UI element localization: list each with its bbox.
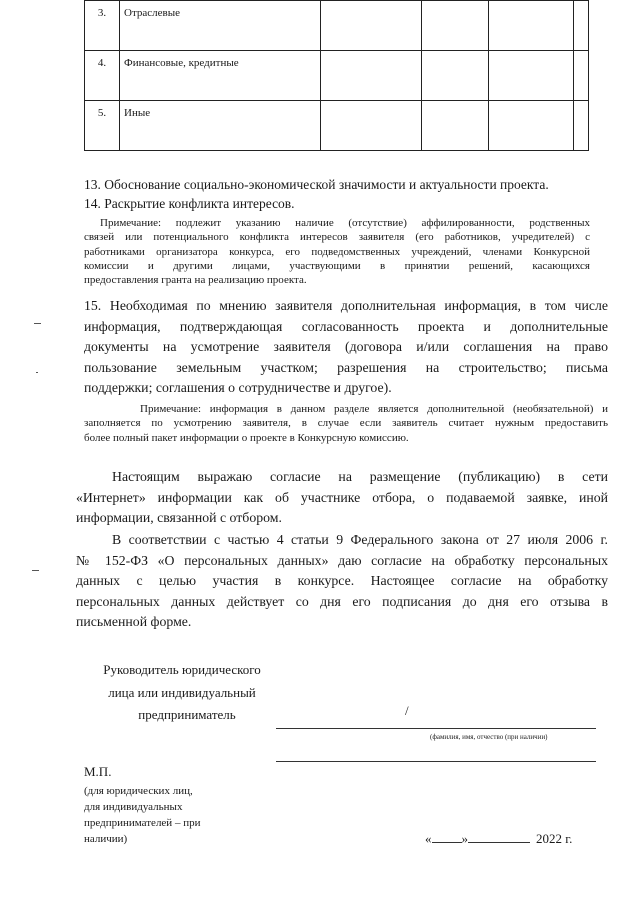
stamp-note-line: предпринимателей – при [84, 817, 201, 829]
table-cell [489, 1, 574, 51]
stamp-note-line: наличии) [84, 833, 128, 845]
table-cell [574, 1, 589, 51]
section-15-line: пользование земельным участком; разрешения на строительство; письма [84, 359, 608, 375]
table-cell [321, 1, 422, 51]
section-15 [84, 296, 608, 399]
scan-artifact [32, 570, 39, 571]
table-row [85, 101, 589, 151]
consent-line: персональных данных действует со дня его подписания до дня его отзыва в [76, 593, 608, 609]
section-15-line: 15. Необходимая по мнению заявителя дополнительная информация, в том числе [84, 298, 608, 313]
month-blank [468, 842, 530, 843]
consent-line: «Интернет» информации как об участнике отбора, о подаваемой заявке, иной [76, 489, 608, 505]
row-number: 5. [85, 101, 120, 151]
signature-slash: / [405, 703, 409, 718]
note-line: связей или потенциального конфликта интересов заявителя (его работников, учредителей) с [84, 231, 590, 244]
table-cell [422, 101, 489, 151]
fio-caption: (фамилия, имя, отчество (при наличии) [430, 733, 548, 741]
role-line: Руководитель юридического [103, 662, 261, 677]
row-number: 3. [85, 1, 120, 51]
date-field [425, 831, 572, 847]
section-15-note [84, 402, 608, 445]
scan-artifact [36, 372, 38, 373]
date-year: 2022 г. [536, 831, 573, 846]
row-name: Иные [120, 101, 321, 151]
table-cell [422, 1, 489, 51]
row-name: Отраслевые [120, 1, 321, 51]
note-line: Примечание: информация в данном разделе является дополнительной (необязательной) и [140, 403, 608, 415]
scan-artifact [34, 323, 41, 324]
table-row [85, 51, 589, 101]
signature-line [276, 728, 596, 729]
table-cell [489, 51, 574, 101]
section-14-heading: 14. Раскрытие конфликта интересов. [84, 196, 295, 211]
signature-line-2 [276, 761, 596, 762]
note-line: комиссии и другими лицами, участвующими в принятии решений, касающихся [84, 259, 590, 272]
table-cell [574, 51, 589, 101]
row-number: 4. [85, 51, 120, 101]
table-cell [321, 101, 422, 151]
consent-line: информации, связанной с отбором. [76, 510, 282, 525]
consent-publication [76, 467, 608, 529]
stamp-note-line: (для юридических лиц, [84, 785, 193, 797]
consent-line: Настоящим выражаю согласие на размещение (публикацию) в сети [112, 469, 608, 484]
date-close-quote: » [461, 831, 468, 846]
note-line: работниками организатора конкурса, его подведомственных учреждений, членами Конкурсной [84, 245, 590, 258]
consent-line: данных с целью участия в конкурсе. Настоящее согласие на обработку [76, 573, 608, 588]
info-table [84, 0, 589, 151]
note-line: предоставления гранта на реализацию проекта. [84, 274, 307, 287]
table-row [85, 1, 589, 51]
stamp-note-line: для индивидуальных [84, 801, 183, 813]
role-line: лица или индивидуальный [108, 684, 256, 700]
consent-line: В соответствии с частью 4 статьи 9 Федерального закона от 27 июля 2006 г. [112, 532, 608, 547]
table-cell [422, 51, 489, 101]
section-15-line: информация, подтверждающая согласованность проекта и дополнительные [84, 318, 608, 334]
signatory-role [84, 659, 280, 727]
section-14-note [84, 216, 590, 287]
day-blank [432, 842, 462, 843]
row-name: Финансовые, кредитные [120, 51, 321, 101]
stamp-label: М.П. [84, 764, 112, 779]
stamp-note [84, 783, 200, 847]
role-line: предприниматель [138, 707, 236, 722]
table-cell [321, 51, 422, 101]
date-open-quote: « [425, 831, 432, 846]
table-cell [574, 101, 589, 151]
note-line: заполняется по усмотрению заявителя, в случае если заявитель считает нужным предоставить [84, 417, 608, 430]
table-cell [489, 101, 574, 151]
section-13-heading: 13. Обоснование социально-экономической значимости и актуальности проекта. [84, 177, 549, 192]
section-15-line: поддержки; соглашения о сотрудничестве и другое). [84, 380, 392, 395]
consent-line: письменной форме. [76, 614, 192, 629]
note-line: более полный пакет информации о проекте в Конкурсную комиссию. [84, 431, 409, 444]
consent-line: № 152-ФЗ «О персональных данных» даю согласие на обработку персональных [76, 552, 608, 568]
section-15-line: документы на усмотрение заявителя (договора и/или соглашения на право [84, 339, 608, 354]
note-line: Примечание: подлежит указанию наличие (отсутствие) аффилированности, родственных [100, 217, 590, 229]
consent-personal-data [76, 530, 608, 633]
